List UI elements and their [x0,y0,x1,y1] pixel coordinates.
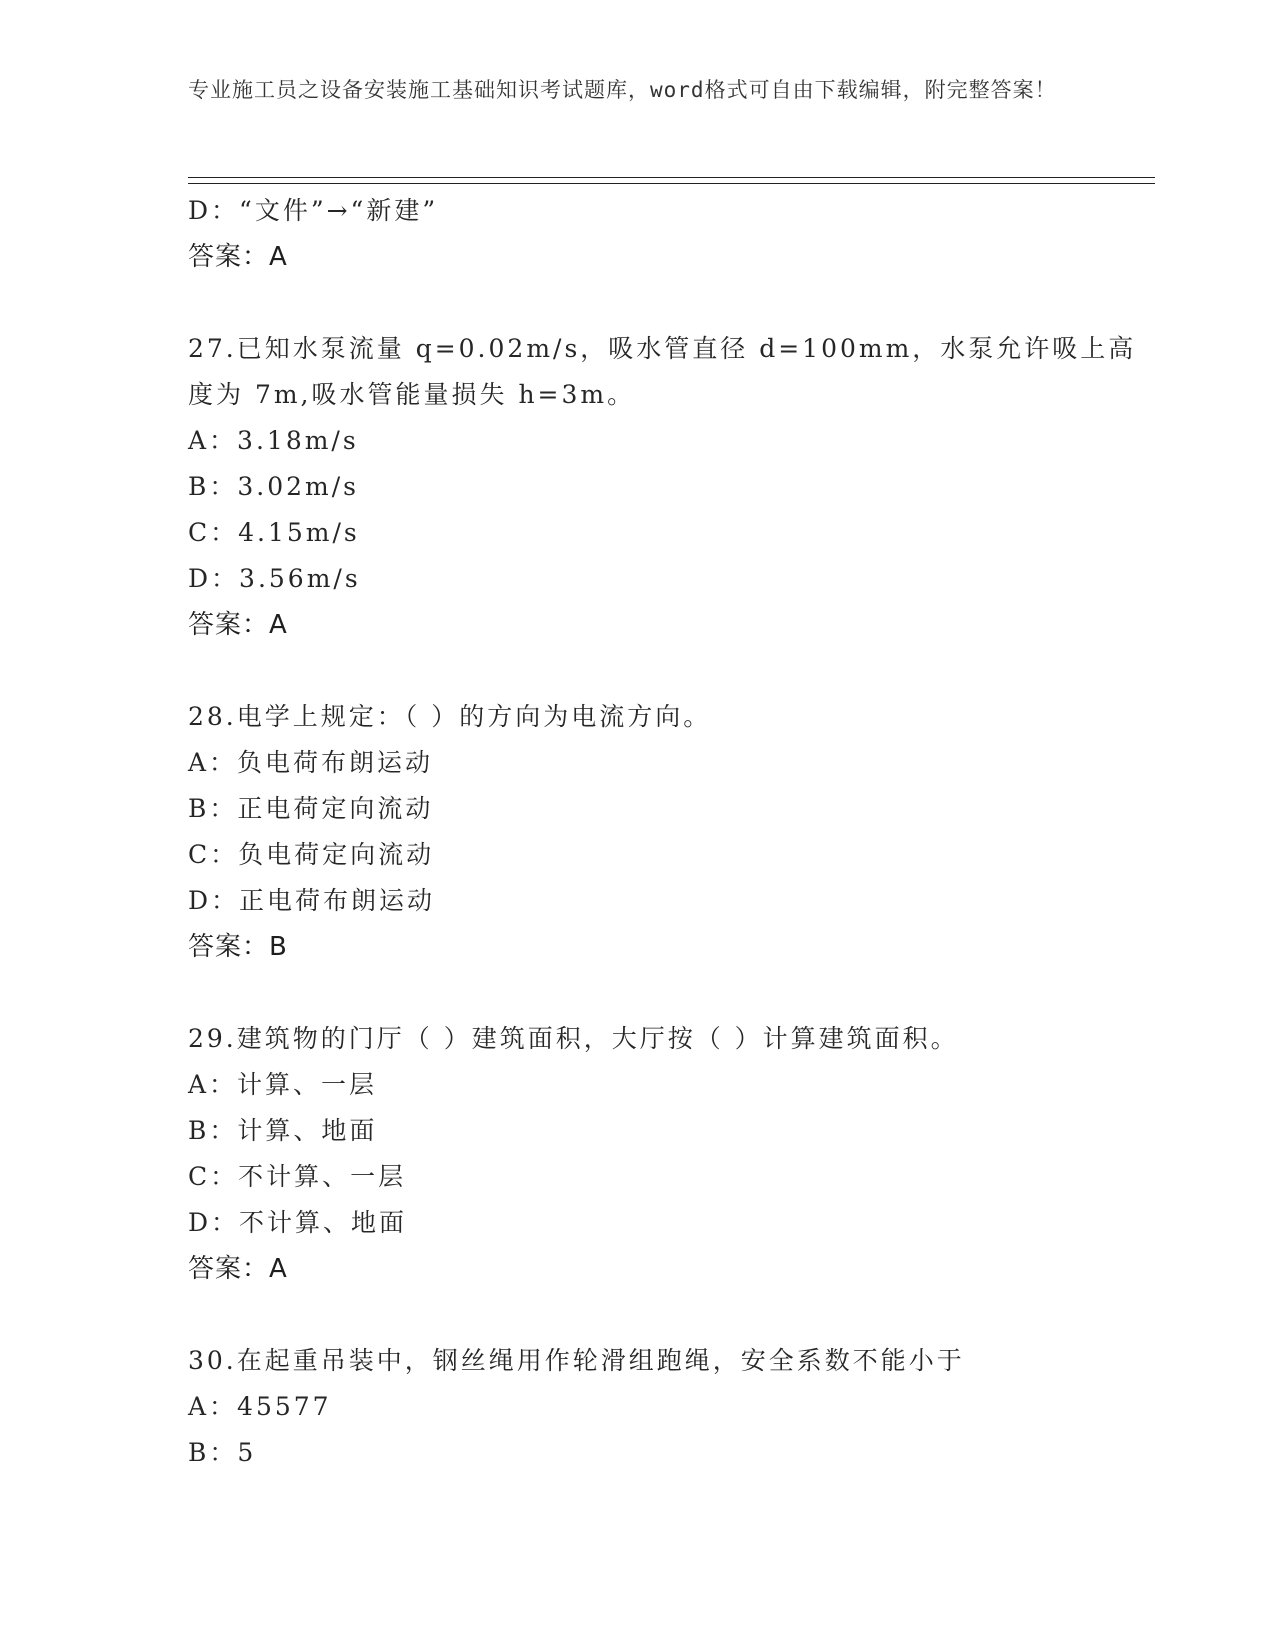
option-c: C：不计算、一层 [188,1162,407,1191]
option-d: D：正电荷布朗运动 [188,886,436,915]
answer: 答案：B [188,932,288,962]
option-a: A：45577 [188,1392,332,1421]
spacer [188,280,1088,326]
option-b: B：计算、地面 [188,1116,378,1145]
spacer [188,648,1088,694]
question-stem: 27.已知水泵流量 q=0.02m/s，吸水管直径 d=100mm，水泵允许吸上高 [188,334,1137,363]
question-29 [188,1016,1088,1292]
question-30 [188,1338,1088,1476]
question-list [188,188,1137,1476]
answer: 答案：A [188,610,288,640]
option-d: D：不计算、地面 [188,1208,408,1237]
answer: 答案：A [188,1254,288,1284]
document-header: 专业施工员之设备安装施工基础知识考试题库，word格式可自由下载编辑，附完整答案！ [188,78,1057,102]
option-b: B：5 [188,1438,257,1467]
spacer [188,1292,1088,1338]
option-b: B：3.02m/s [188,472,359,501]
question-stem: 29.建筑物的门厅（ ）建筑面积，大厅按（ ）计算建筑面积。 [188,1024,959,1053]
spacer [188,970,1088,1016]
question-stem: 28.电学上规定：（ ）的方向为电流方向。 [188,702,712,731]
option-d: D：“文件”→“新建” [188,196,439,225]
option-a: A：计算、一层 [188,1070,378,1099]
question-28 [188,694,1088,970]
question-stem: 30.在起重吊装中，钢丝绳用作轮滑组跑绳，安全系数不能小于 [188,1346,965,1375]
option-c: C：4.15m/s [188,518,360,547]
question-stem-continued: 度为 7m,吸水管能量损失 h=3m。 [188,380,636,409]
option-b: B：正电荷定向流动 [188,794,434,823]
header-divider-bottom [188,183,1155,184]
question-27 [188,326,1137,648]
answer: 答案：A [188,242,288,272]
option-a: A：3.18m/s [188,426,359,455]
option-c: C：负电荷定向流动 [188,840,435,869]
header-divider-top [188,177,1155,178]
option-d: D：3.56m/s [188,564,361,593]
option-a: A：负电荷布朗运动 [188,748,434,777]
